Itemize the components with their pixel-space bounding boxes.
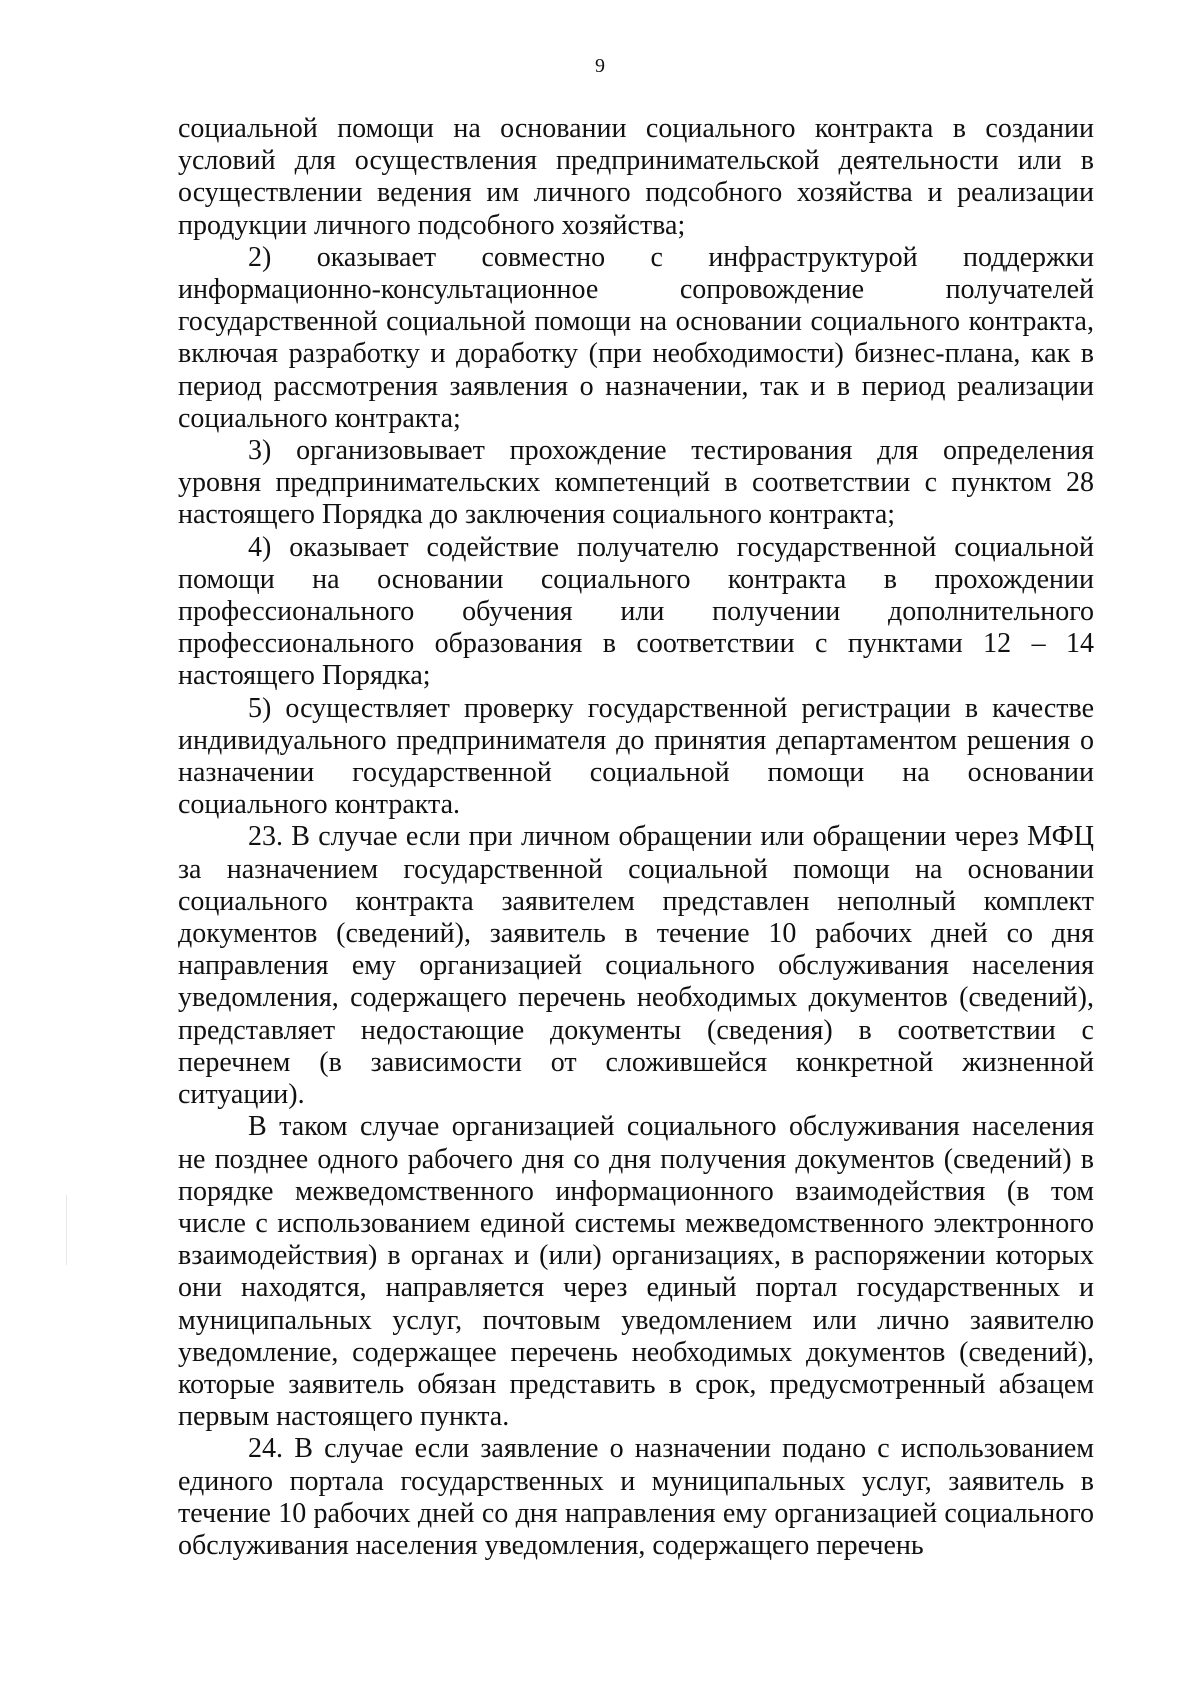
paragraph-item-2: 2) оказывает совместно с инфраструктурой поддержки информационно-консультационное сопровождение получателей государственной социальной помощи на основании социального контракта, включая разработку и доработку (при необходимости) бизнес-плана, как в период рассмотрения заявления о назначении, так и в период реализации социального контракта; [178,241,1094,434]
paragraph-clause-24: 24. В случае если заявление о назначении подано с использованием единого портала государственных и муниципальных услуг, заявитель в течение 10 рабочих дней со дня направления ему организацией социального обслуживания населения уведомления, содержащего перечень [178,1433,1094,1561]
paragraph-clause-23: 23. В случае если при личном обращении или обращении через МФЦ за назначением государственной социальной помощи на основании социального контракта заявителем представлен неполный комплект документов (сведений), заявитель в течение 10 рабочих дней со дня направления ему организацией социального обслуживания населения уведомления, содержащего перечень необходимых документов (сведений), представляет недостающие документы (сведения) в соответствии с перечнем (в зависимости от сложившейся конкретной жизненной ситуации). [178,821,1094,1111]
paragraph-clause-23-continued: В таком случае организацией социального обслуживания населения не позднее одного рабочего дня со дня получения документов (сведений) в порядке межведомственного информационного взаимодействия (в том числе с использованием единой системы межведомственного электронного взаимодействия) в органах и (или) организациях, в распоряжении которых они находятся, направляется через единый портал государственных и муниципальных услуг, почтовым уведомлением или лично заявителю уведомление, содержащее перечень необходимых документов (сведений), которые заявитель обязан представить в срок, предусмотренный абзацем первым настоящего пункта. [178,1111,1094,1433]
paragraph-item-5: 5) осуществляет проверку государственной регистрации в качестве индивидуального предпринимателя до принятия департаментом решения о назначении государственной социальной помощи на основании социального контракта. [178,692,1094,821]
page-number: 9 [595,55,605,77]
paragraph-item-3: 3) организовывает прохождение тестирования для определения уровня предпринимательских компетенций в соответствии с пунктом 28 настоящего Порядка до заключения социального контракта; [178,435,1094,531]
paragraph-continuation: социальной помощи на основании социального контракта в создании условий для осуществления предпринимательской деятельности или в осуществлении ведения им личного подсобного хозяйства и реализации продукции личного подсобного хозяйства; [178,113,1094,241]
scan-artifact [66,1195,67,1265]
paragraph-item-4: 4) оказывает содействие получателю государственной социальной помощи на основании социального контракта в прохождении профессионального обучения или получении дополнительного профессионального образования в соответствии с пунктами 12 – 14 настоящего Порядка; [178,531,1094,692]
document-body [178,113,1094,1562]
